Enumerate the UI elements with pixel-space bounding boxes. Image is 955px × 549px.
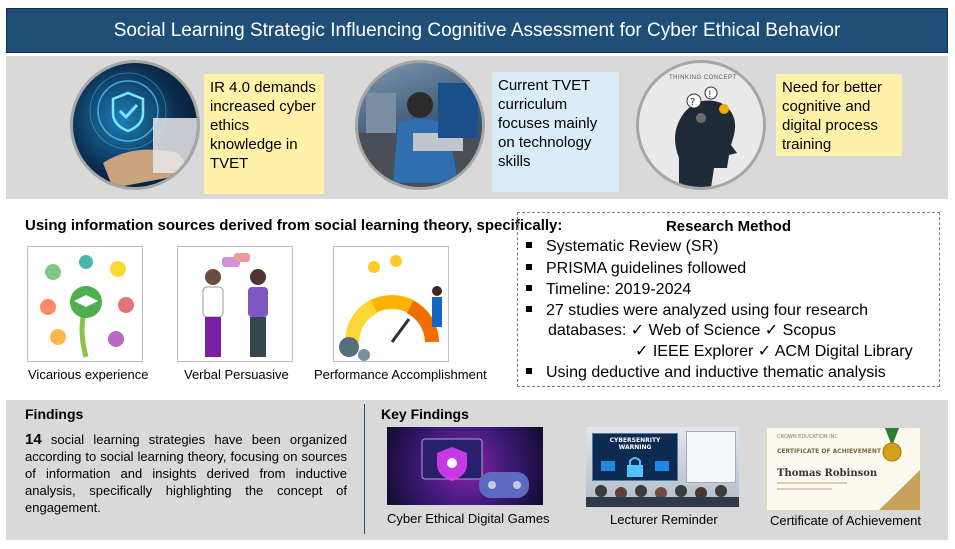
gold-medal-icon [767, 428, 921, 511]
note-training [776, 74, 902, 156]
note-line: skills [498, 153, 531, 170]
method-item [526, 259, 746, 279]
findings-body: social learning strategies have been organized according to social learning theory, focusing on sources of information and insights derived from inductive analysis, specifically highlighting the concept of engagement. [25, 432, 347, 515]
note-ir40 [204, 74, 324, 194]
certificate-label: Certificate of Achievement [770, 513, 922, 528]
method-item-text: PRISMA guidelines followed [546, 260, 747, 277]
research-method-title: Research Method [665, 218, 792, 235]
two-people-talking-icon [178, 247, 293, 362]
method-item [526, 237, 718, 257]
note-line: on technology [498, 134, 592, 151]
method-item [526, 363, 886, 383]
performance-accomplishment-card [333, 246, 449, 362]
vicarious-experience-card [27, 246, 143, 362]
databases-line-2: ✓ IEEE Explorer ✓ ACM Digital Library [635, 343, 913, 360]
bullet-icon [526, 264, 532, 270]
bullet-icon [526, 368, 532, 374]
note-line: cognitive and [782, 98, 871, 115]
note-line: Need for better [782, 79, 883, 96]
databases-line-1: databases: ✓ Web of Science ✓ Scopus [548, 322, 837, 339]
page-title-text: Social Learning Strategic Influencing Cognitive Assessment for Cyber Ethical Behavior [113, 19, 841, 41]
note-line: knowledge in [210, 136, 298, 153]
digital-hand-image [70, 60, 200, 190]
method-item-text: Timeline: 2019-2024 [546, 281, 692, 298]
bullet-icon [526, 306, 532, 312]
verbal-persuasive-card [177, 246, 293, 362]
context-band [6, 56, 948, 199]
method-item [526, 280, 691, 300]
note-line: Current TVET [498, 77, 591, 94]
warning-screen [592, 433, 678, 481]
method-item [526, 301, 868, 321]
method-item-text: 27 studies were analyzed using four research [546, 302, 868, 319]
certificate-image [766, 427, 921, 511]
warning-screen-text: CYBERSENRITY WARNING [609, 437, 661, 451]
certificate-org: CROWN EDUCATION INC [777, 434, 838, 440]
note-line: digital process [782, 117, 878, 134]
bullet-icon [526, 285, 532, 291]
gauge-icon [334, 247, 449, 362]
window [686, 431, 736, 483]
note-line: focuses mainly [498, 115, 598, 132]
security-shield-icon [73, 63, 200, 190]
research-method-box [517, 212, 940, 387]
note-line: IR 4.0 demands [210, 79, 316, 96]
findings-count: 14 [25, 431, 42, 448]
note-curriculum [492, 72, 619, 192]
graduation-cap-icon [28, 247, 143, 362]
digital-games-label: Cyber Ethical Digital Games [387, 511, 550, 526]
verbal-persuasive-label: Verbal Persuasive [184, 367, 289, 382]
page-title [6, 8, 948, 53]
svg-text:?: ? [690, 97, 696, 108]
note-line: TVET [210, 155, 249, 172]
game-controller-icon [387, 427, 543, 505]
method-item-text: Systematic Review (SR) [546, 238, 719, 255]
thinking-head-illustration [639, 63, 766, 190]
note-line: increased cyber [210, 98, 316, 115]
thinking-concept-image [636, 60, 766, 190]
note-line: training [782, 136, 832, 153]
sources-heading: Using information sources derived from social learning theory, specifically: [25, 217, 563, 234]
bullet-icon [526, 242, 532, 248]
certificate-name: Thomas Robinson [777, 468, 878, 479]
svg-text:!: ! [708, 90, 712, 100]
method-item-text: Using deductive and inductive thematic analysis [546, 364, 886, 381]
technician-illustration [358, 63, 485, 190]
key-findings-heading: Key Findings [381, 406, 469, 422]
note-line: curriculum [498, 96, 568, 113]
technician-image [355, 60, 485, 190]
performance-accomplishment-label: Performance Accomplishment [314, 367, 487, 382]
findings-text [25, 431, 347, 516]
certificate-title: CERTIFICATE OF ACHIEVEMENT [777, 448, 881, 455]
audience-illustration [586, 477, 739, 507]
section-divider [364, 404, 365, 534]
thinking-caption: THINKING CONCEPT [669, 75, 737, 81]
lecturer-reminder-image [586, 427, 739, 507]
digital-games-image [387, 427, 543, 505]
findings-heading: Findings [25, 406, 84, 422]
lecturer-reminder-label: Lecturer Reminder [610, 512, 718, 527]
vicarious-experience-label: Vicarious experience [28, 367, 149, 382]
note-line: ethics [210, 117, 250, 134]
